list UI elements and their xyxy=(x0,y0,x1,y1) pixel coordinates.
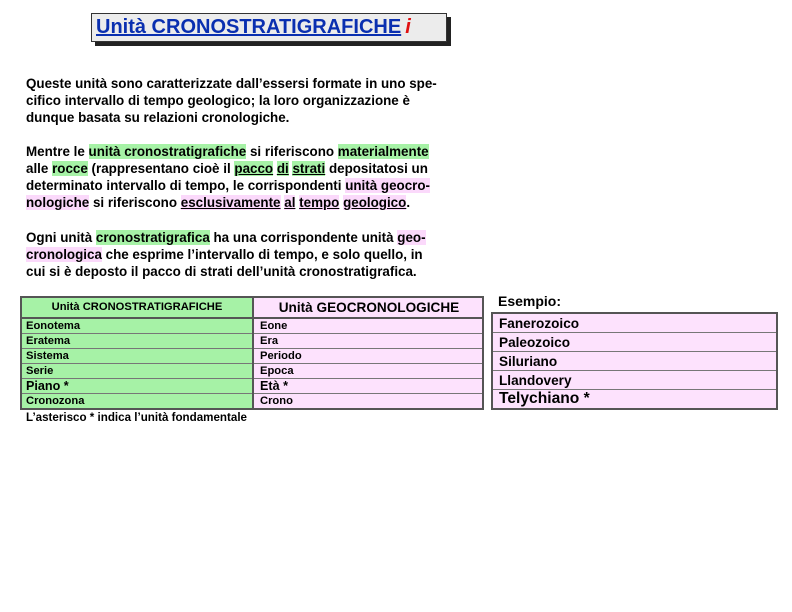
slide-title-text: Unità CRONOSTRATIGRAFICHE xyxy=(96,16,402,38)
table-cell: Cronozona xyxy=(26,395,85,407)
text-run: determinato intervallo di tempo, le corrispondenti xyxy=(26,178,346,193)
text-run: si riferiscono xyxy=(89,195,181,210)
table-cell: Eonotema xyxy=(22,319,252,334)
table-cell: Eone xyxy=(254,319,482,334)
table-cell: Piano * xyxy=(22,379,252,394)
table-cell: Eratema xyxy=(22,334,252,349)
column-header-geochronologic: Unità GEOCRONOLOGICHE xyxy=(254,298,482,319)
table-cell: Epoca xyxy=(254,364,482,379)
highlight-green: rocce xyxy=(52,161,88,176)
highlight-pink: al xyxy=(284,195,296,210)
text-run: che esprime l’intervallo di tempo, e solo quello, in xyxy=(101,247,423,262)
highlight-pink: geologico xyxy=(343,195,407,210)
paragraph-line: cifico intervallo di tempo geologico; la loro organizzazione è xyxy=(26,93,410,108)
table-cell: Periodo xyxy=(254,349,482,364)
text-run: si riferiscono xyxy=(246,144,338,159)
highlight-green: materialmente xyxy=(337,144,429,159)
geochronologic-column xyxy=(254,298,482,408)
slide-title-suffix: i xyxy=(405,16,411,38)
example-item: Paleozoico xyxy=(493,333,776,352)
column-header-chronostratigraphic: Unità CRONOSTRATIGRAFICHE xyxy=(22,298,252,319)
text-run: ha una corrispondente unità xyxy=(209,230,398,245)
text-run: depositatosi un xyxy=(325,161,428,176)
units-comparison-table xyxy=(20,296,484,410)
example-table xyxy=(491,312,778,410)
highlight-green: strati xyxy=(292,161,326,176)
table-cell: Sistema xyxy=(22,349,252,364)
highlight-green: pacco xyxy=(234,161,274,176)
example-item: Llandovery xyxy=(493,371,776,390)
highlight-green: cronostratigrafica xyxy=(95,230,210,245)
table-cell: Era xyxy=(254,334,482,349)
text-run: Mentre le xyxy=(26,144,89,159)
asterisk-footnote: L’asterisco * indica l’unità fondamentale xyxy=(26,411,247,424)
paragraph-comparison xyxy=(26,143,486,211)
highlight-pink: unità geocro- xyxy=(345,178,431,193)
example-item: Fanerozoico xyxy=(493,314,776,333)
example-item: Telychiano * xyxy=(499,390,590,407)
paragraph-correspondence xyxy=(26,229,486,280)
table-cell: Crono xyxy=(260,395,293,407)
highlight-green: di xyxy=(276,161,289,176)
table-cell: Età * xyxy=(254,379,482,394)
highlight-pink: tempo xyxy=(299,195,340,210)
highlight-pink: nologiche xyxy=(26,195,90,210)
table-cell: Serie xyxy=(22,364,252,379)
highlight-pink: cronologica xyxy=(26,247,102,262)
example-item: Siluriano xyxy=(493,352,776,371)
paragraph-line: dunque basata su relazioni cronologiche. xyxy=(26,110,290,125)
text-run: . xyxy=(406,195,411,210)
highlight-pink: esclusivamente xyxy=(180,195,281,210)
highlight-pink: geo- xyxy=(397,230,426,245)
highlight-green: unità cronostratigrafiche xyxy=(88,144,247,159)
slide-title xyxy=(91,13,447,42)
text-run: Ogni unità xyxy=(26,230,96,245)
text-run: alle xyxy=(26,161,53,176)
paragraph-definition xyxy=(26,75,486,126)
example-title: Esempio: xyxy=(498,293,562,309)
text-run: cui si è deposto il pacco di strati dell’unità cronostratigrafica. xyxy=(26,264,417,279)
chronostratigraphic-column xyxy=(22,298,254,408)
text-run: (rappresentano cioè il xyxy=(87,161,235,176)
paragraph-line: Queste unità sono caratterizzate dall’essersi formate in uno spe- xyxy=(26,76,437,91)
